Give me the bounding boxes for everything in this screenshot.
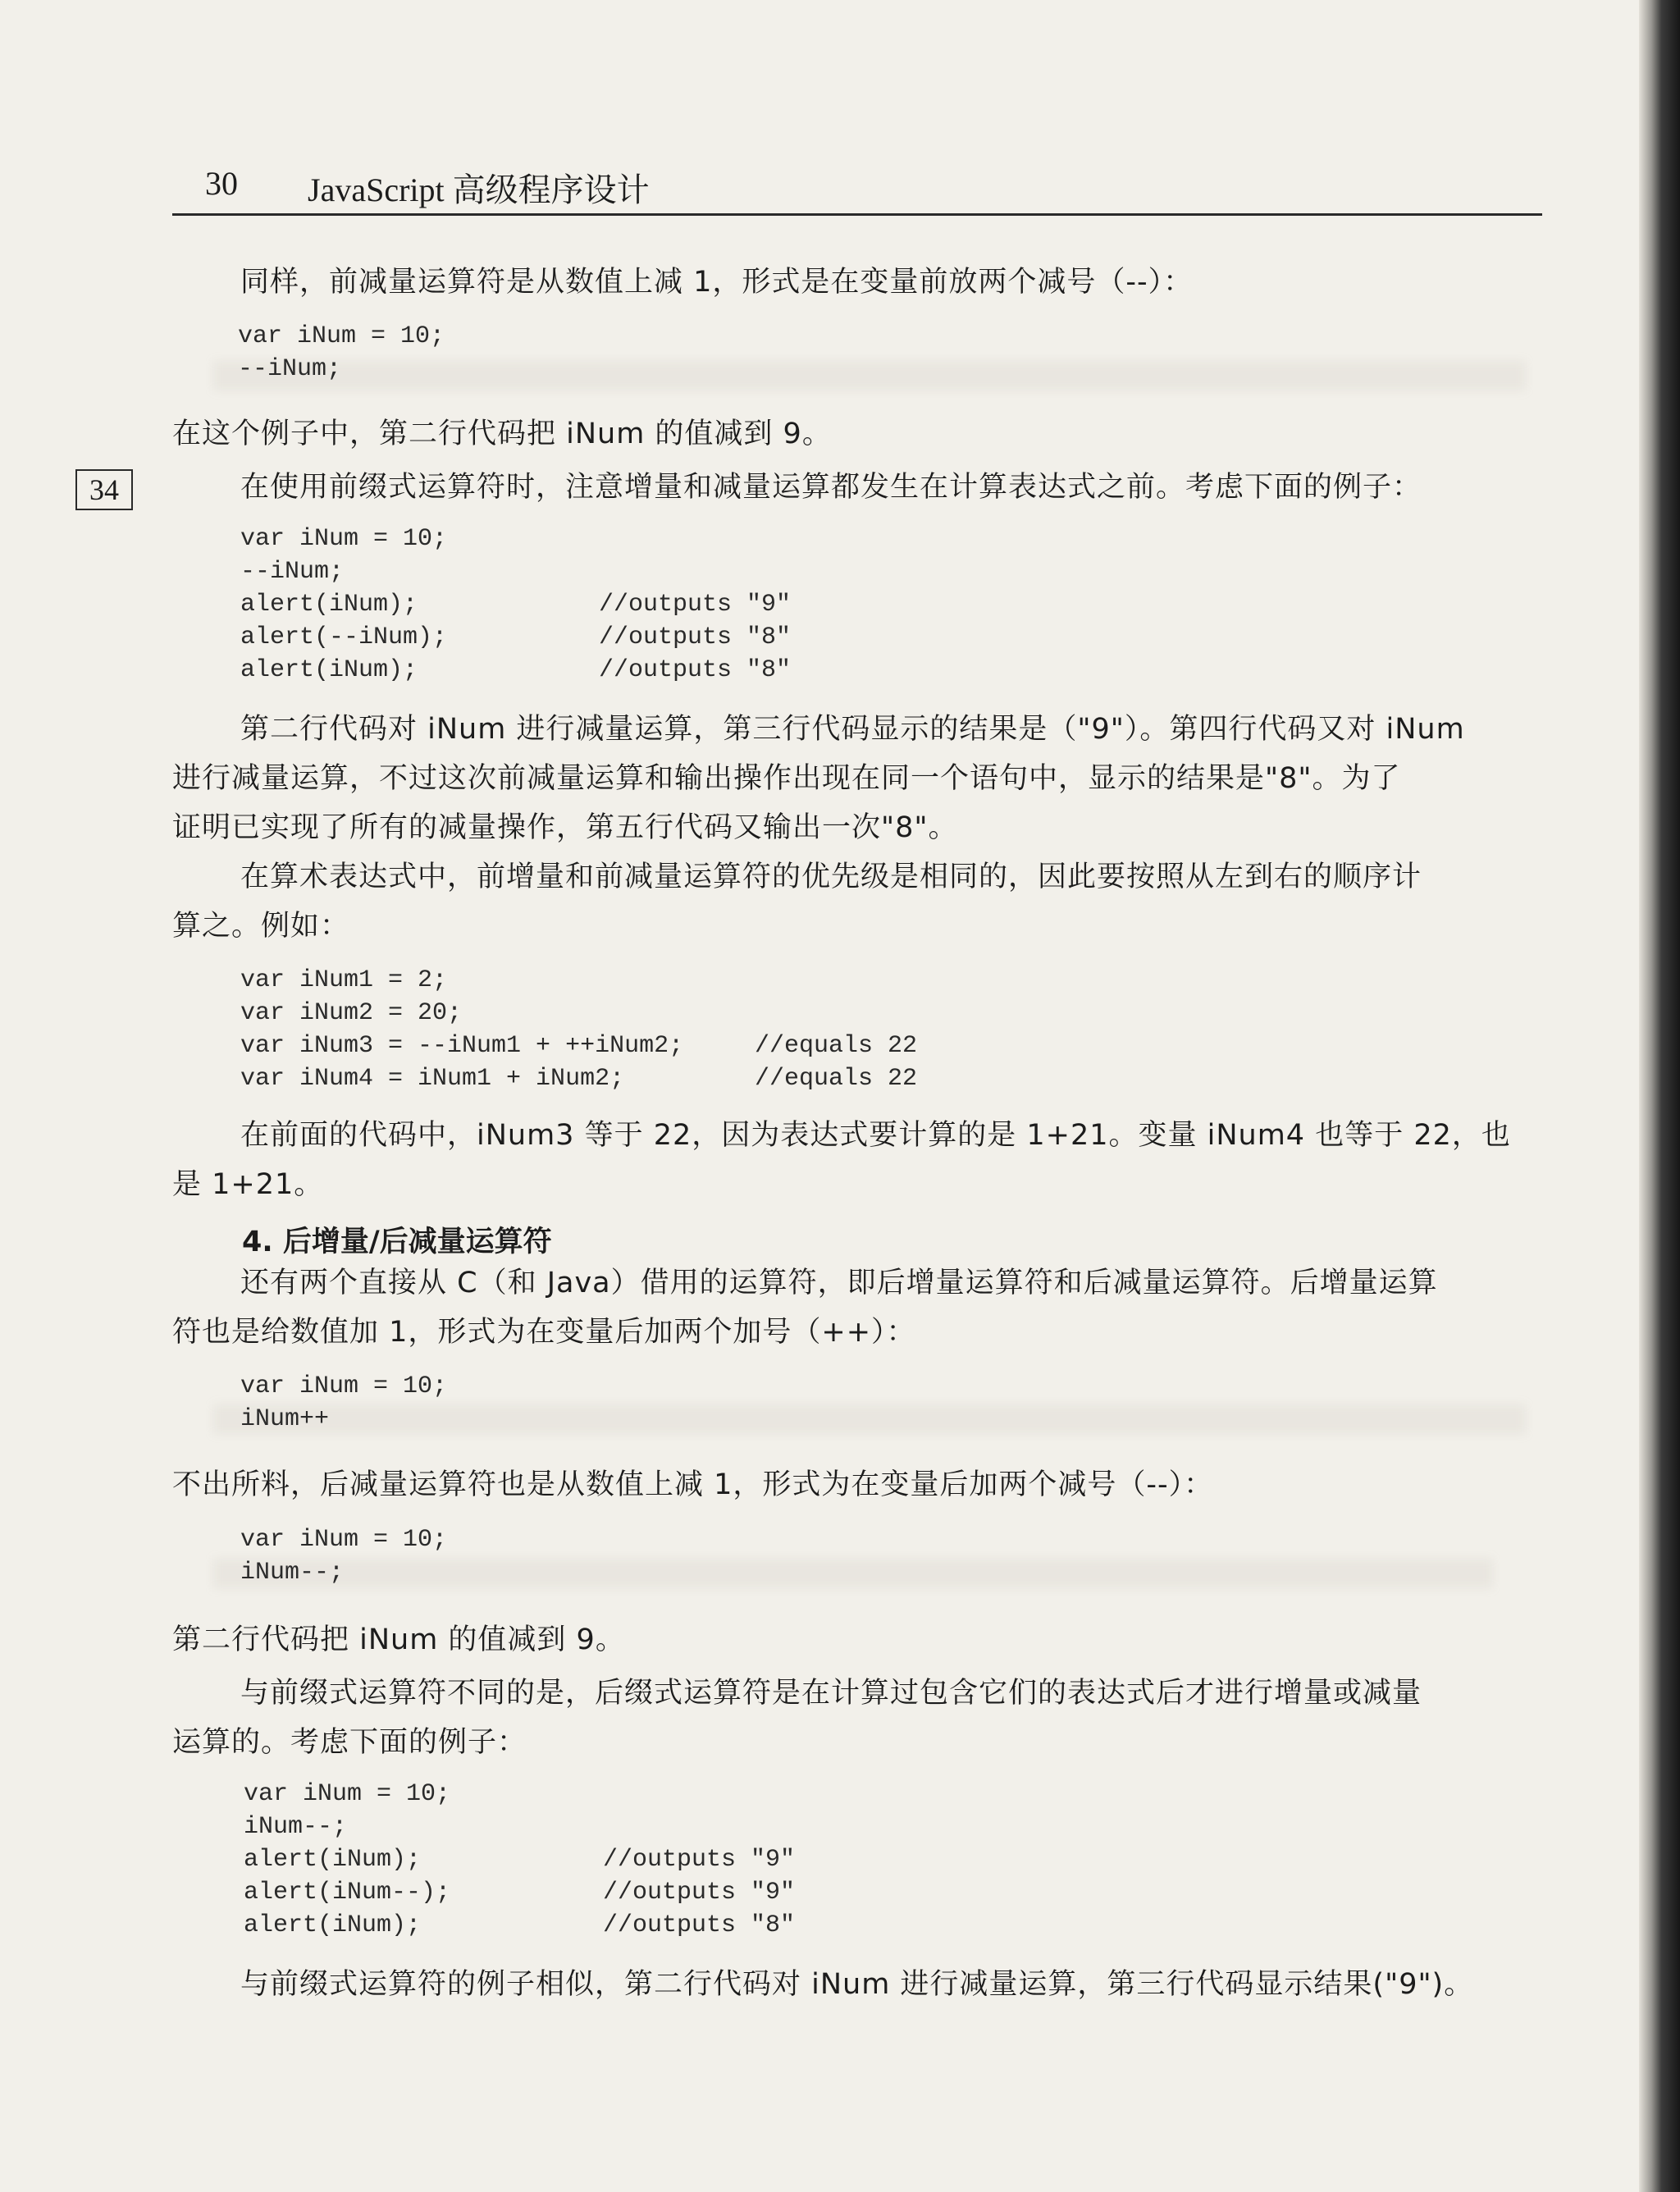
code-comment: //outputs "8"	[603, 1911, 796, 1939]
code-comment: //equals 22	[755, 1032, 918, 1060]
code-line: var iNum = 10;	[240, 1526, 448, 1554]
bleed-through	[213, 361, 1526, 390]
code-line: var iNum4 = iNum1 + iNum2;	[240, 1065, 625, 1093]
code-line: var iNum = 10;	[240, 525, 448, 553]
code-line: iNum++	[240, 1405, 330, 1433]
running-header	[172, 164, 1542, 216]
code-comment: //outputs "8"	[599, 656, 792, 684]
section-heading: 4. 后增量/后减量运算符	[242, 1226, 552, 1258]
code-line: alert(--iNum);	[240, 623, 448, 651]
code-line: iNum--;	[244, 1813, 348, 1841]
code-line: iNum--;	[240, 1559, 345, 1587]
code-line: var iNum = 10;	[240, 1372, 448, 1400]
paragraph: 不出所料，后减量运算符也是从数值上减 1，形式为在变量后加两个减号（--）：	[172, 1468, 1214, 1501]
code-line: var iNum1 = 2;	[240, 966, 448, 994]
page-spine-shadow	[1639, 0, 1680, 2192]
bleed-through	[213, 1404, 1526, 1434]
paragraph: 与前缀式运算符的例子相似，第二行代码对 iNum 进行减量运算，第三行代码显示结果("9")。	[240, 1968, 1474, 2001]
code-line: var iNum3 = --iNum1 + ++iNum2;	[240, 1032, 684, 1060]
paragraph-line: 算之。例如：	[172, 910, 350, 943]
code-line: alert(iNum);	[244, 1911, 422, 1939]
code-comment: //equals 22	[755, 1065, 918, 1093]
paragraph-line: 还有两个直接从 C（和 Java）借用的运算符，即后增量运算符和后减量运算符。后增量运算	[240, 1267, 1438, 1299]
paragraph: 同样，前减量运算符是从数值上减 1，形式是在变量前放两个减号（--）：	[240, 266, 1194, 299]
paragraph-line: 符也是给数值加 1，形式为在变量后加两个加号（++）：	[172, 1316, 916, 1349]
code-comment: //outputs "9"	[603, 1846, 796, 1874]
bleed-through	[213, 1559, 1493, 1588]
book-title: JavaScript 高级程序设计	[308, 171, 650, 208]
paragraph: 第二行代码把 iNum 的值减到 9。	[172, 1623, 625, 1656]
code-comment: //outputs "8"	[599, 623, 792, 651]
code-line: --iNum;	[238, 355, 342, 383]
code-line: alert(iNum);	[240, 656, 418, 684]
paragraph-line: 第二行代码对 iNum 进行减量运算，第三行代码显示的结果是（"9"）。第四行代码又对 iNum	[240, 713, 1465, 746]
code-line: var iNum = 10;	[244, 1780, 451, 1808]
original-page-ref: 34	[75, 469, 133, 510]
paragraph-line: 运算的。考虑下面的例子：	[172, 1726, 527, 1759]
code-line: var iNum = 10;	[238, 322, 445, 350]
paragraph: 在使用前缀式运算符时，注意增量和减量运算都发生在计算表达式之前。考虑下面的例子：	[240, 471, 1422, 504]
code-line: alert(iNum--);	[244, 1879, 451, 1907]
paragraph-line: 进行减量运算，不过这次前减量运算和输出操作出现在同一个语句中，显示的结果是"8"。为了	[172, 762, 1401, 795]
page-number: 30	[205, 165, 238, 202]
paragraph-line: 在前面的代码中，iNum3 等于 22，因为表达式要计算的是 1+21。变量 iNum4 也等于 22，也	[240, 1119, 1511, 1152]
paragraph-line: 是 1+21。	[172, 1168, 324, 1201]
code-line: --iNum;	[240, 558, 345, 586]
code-line: alert(iNum);	[244, 1846, 422, 1874]
code-line: var iNum2 = 20;	[240, 999, 463, 1027]
paragraph-line: 在算术表达式中，前增量和前减量运算符的优先级是相同的，因此要按照从左到右的顺序计	[240, 861, 1422, 893]
code-line: alert(iNum);	[240, 591, 418, 619]
paragraph: 在这个例子中，第二行代码把 iNum 的值减到 9。	[172, 418, 832, 450]
code-comment: //outputs "9"	[599, 591, 792, 619]
paragraph-line: 证明已实现了所有的减量操作，第五行代码又输出一次"8"。	[172, 811, 958, 844]
code-comment: //outputs "9"	[603, 1879, 796, 1907]
paragraph-line: 与前缀式运算符不同的是，后缀式运算符是在计算过包含它们的表达式后才进行增量或减量	[240, 1677, 1422, 1710]
